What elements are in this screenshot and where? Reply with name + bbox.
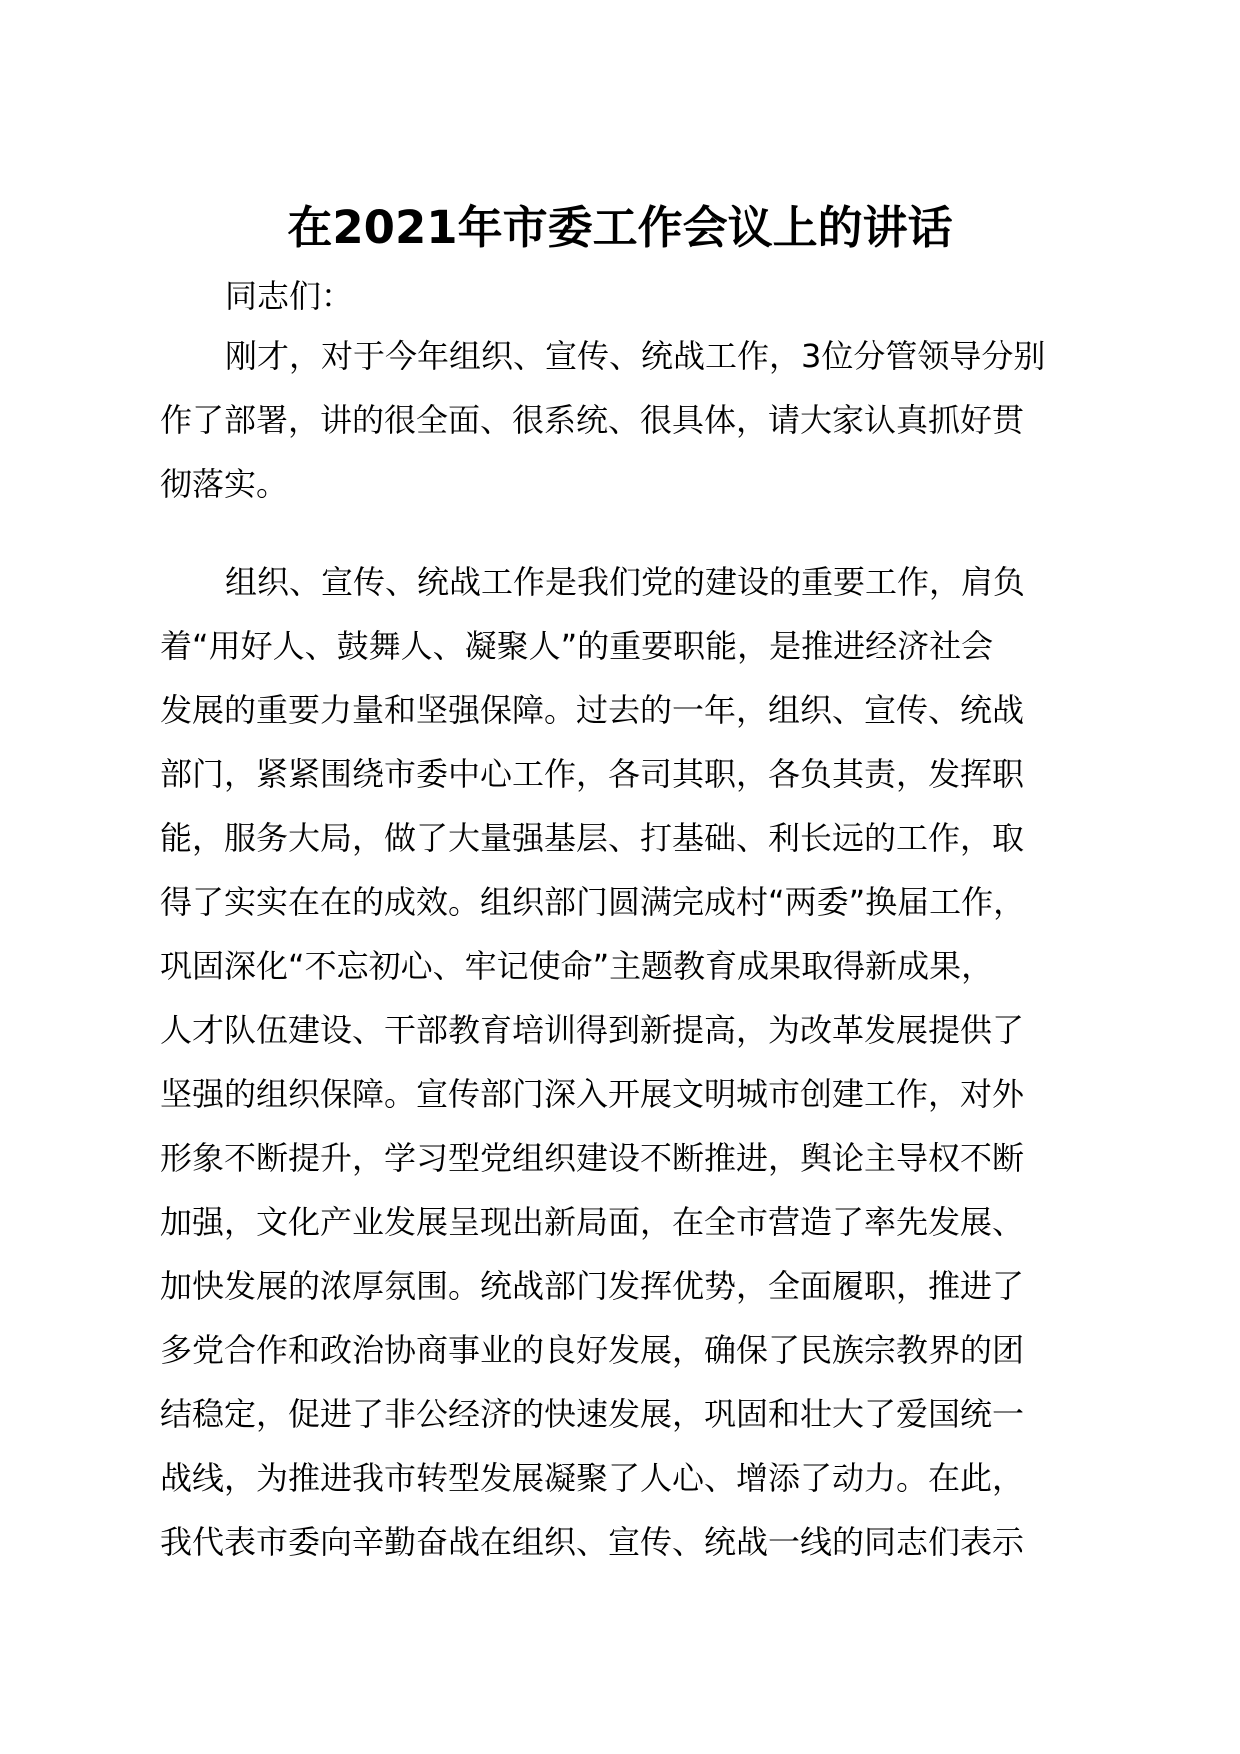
- salutation: 同志们：: [225, 277, 354, 315]
- paragraph-2-line-16: 我代表市委向辛勤奋战在组织、宣传、统战一线的同志们表示: [160, 1523, 1025, 1561]
- paragraph-2-line-8: 人才队伍建设、干部教育培训得到新提高，为改革发展提供了: [160, 1011, 1025, 1049]
- paragraph-2-line-10: 形象不断提升，学习型党组织建设不断推进，舆论主导权不断: [160, 1139, 1025, 1177]
- paragraph-1-line-2: 作了部署，讲的很全面、很系统、很具体，请大家认真抓好贯: [160, 401, 1025, 439]
- paragraph-2-line-14: 结稳定，促进了非公经济的快速发展，巩固和壮大了爱国统一: [160, 1395, 1025, 1433]
- paragraph-2-line-3: 发展的重要力量和坚强保障。过去的一年，组织、宣传、统战: [160, 691, 1025, 729]
- paragraph-2-line-2: 着“用好人、鼓舞人、凝聚人”的重要职能，是推进经济社会: [160, 627, 994, 665]
- paragraph-2-line-9: 坚强的组织保障。宣传部门深入开展文明城市创建工作，对外: [160, 1075, 1025, 1113]
- paragraph-2-line-13: 多党合作和政治协商事业的良好发展，确保了民族宗教界的团: [160, 1331, 1025, 1369]
- paragraph-2-line-6: 得了实实在在的成效。组织部门圆满完成村“两委”换届工作，: [160, 883, 1026, 921]
- paragraph-1-line-1: 刚才，对于今年组织、宣传、统战工作，3位分管领导分别: [225, 337, 1046, 375]
- paragraph-2-line-11: 加强，文化产业发展呈现出新局面，在全市营造了率先发展、: [160, 1203, 1025, 1241]
- paragraph-2-line-7: 巩固深化“不忘初心、牢记使命”主题教育成果取得新成果，: [160, 947, 994, 985]
- paragraph-2-line-15: 战线，为推进我市转型发展凝聚了人心、增添了动力。在此，: [160, 1459, 1025, 1497]
- paragraph-2-line-4: 部门，紧紧围绕市委中心工作，各司其职，各负其责，发挥职: [160, 755, 1025, 793]
- paragraph-2-line-12: 加快发展的浓厚氛围。统战部门发挥优势，全面履职，推进了: [160, 1267, 1025, 1305]
- paragraph-2-line-1: 组织、宣传、统战工作是我们党的建设的重要工作，肩负: [225, 563, 1026, 601]
- paragraph-2-line-5: 能，服务大局，做了大量强基层、打基础、利长远的工作，取: [160, 819, 1025, 857]
- document-title: 在2021年市委工作会议上的讲话: [287, 201, 953, 254]
- paragraph-1-line-3: 彻落实。: [160, 465, 289, 503]
